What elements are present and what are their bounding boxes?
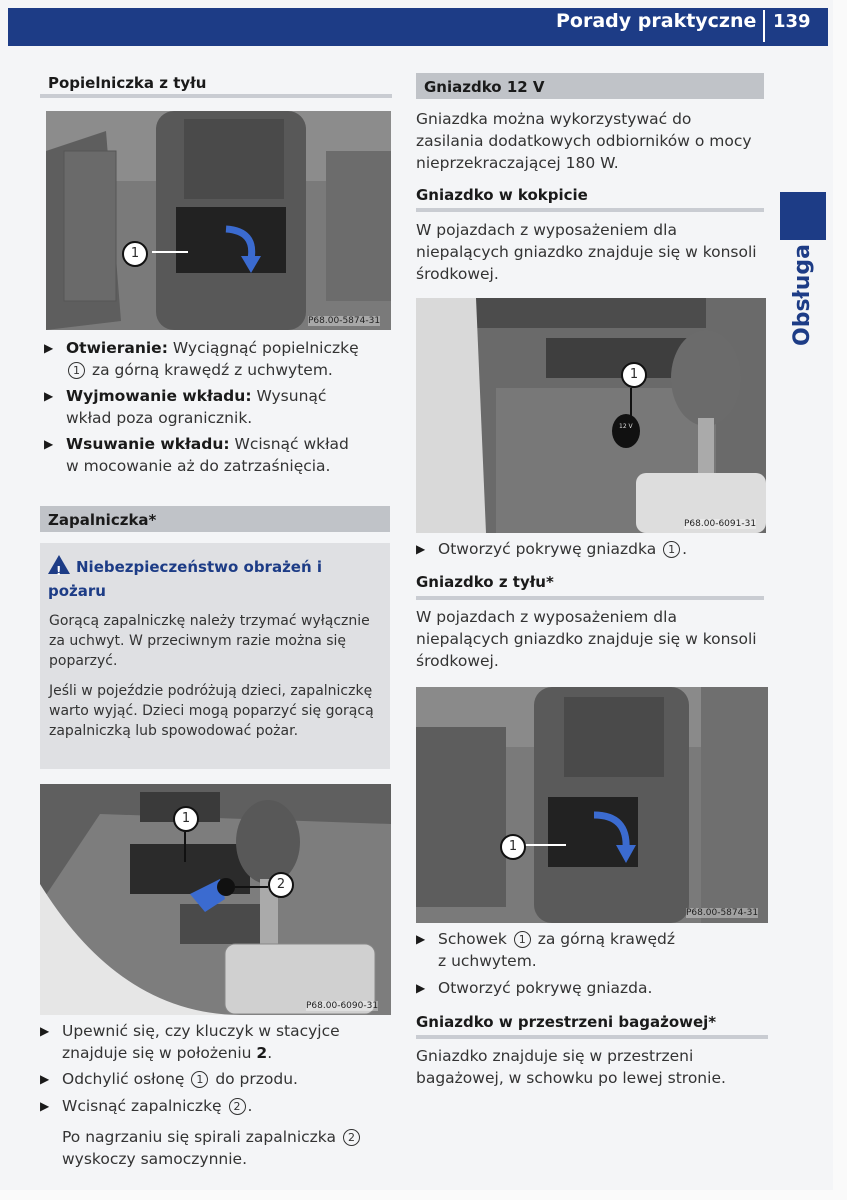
heading-rule — [416, 208, 764, 212]
step-text: Otworzyć pokrywę gniazdka — [438, 540, 657, 558]
photo-code: P68.00-5874-31 — [686, 908, 759, 918]
rear-text: W pojazdach z wyposażeniem dla niepalących gniazdko znajduje się w konsoli środkowej. — [416, 608, 757, 670]
list-item — [44, 385, 394, 429]
step-text: do przodu. — [215, 1070, 298, 1088]
cockpit-text: W pojazdach z wyposażeniem dla niepalących gniazdko znajduje się w konsoli środkowej. — [416, 221, 757, 283]
trunk-heading: Gniazdko w przestrzeni bagażowej* — [416, 1013, 717, 1031]
heading-rule — [416, 1035, 768, 1039]
bullet-icon: ▶ — [44, 437, 54, 451]
item-label: Wsuwanie wkładu: — [66, 435, 230, 453]
ashtray-photo — [46, 111, 391, 330]
lighter-photo — [40, 784, 391, 1015]
lighter-heading: Zapalniczka* — [40, 506, 390, 532]
period: . — [682, 540, 688, 558]
bullet-icon: ▶ — [44, 389, 54, 403]
note-line: Po nagrzaniu się spirali zapalniczka — [62, 1128, 336, 1146]
note-line: wyskoczy samoczynnie. — [62, 1150, 247, 1168]
rear-heading: Gniazdko z tyłu* — [416, 573, 554, 591]
page-number: 139 — [773, 11, 811, 32]
cockpit-heading: Gniazdko w kokpicie — [416, 186, 588, 204]
bullet-icon: ▶ — [40, 1072, 50, 1086]
list-item — [40, 1068, 395, 1090]
step-value: 2 — [256, 1044, 268, 1062]
item-text: Wyciągnąć popielniczkę — [172, 339, 359, 357]
step-text: Odchylić osłonę — [62, 1070, 185, 1088]
bullet-icon: ▶ — [40, 1024, 50, 1038]
step-text: Otworzyć pokrywę gniazda. — [438, 979, 653, 997]
bullet-icon: ▶ — [40, 1099, 50, 1113]
ref-marker: 2 — [229, 1098, 246, 1115]
side-tab — [778, 244, 826, 358]
heading-rule — [40, 94, 392, 98]
step-text: za górną krawędź — [537, 930, 676, 948]
warning-text: Jeśli w pojeździe podróżują dzieci, zapalniczkę warto wyjąć. Dzieci mogą poparzyć się gorącą zapalniczką lub spowodować pożar. — [49, 683, 374, 739]
bullet-icon: ▶ — [416, 542, 426, 556]
cockpit-photo — [416, 298, 766, 533]
heading-rule — [416, 596, 764, 600]
callout-badge: 1 — [122, 241, 148, 267]
photo-code: P68.00-6090-31 — [306, 1001, 379, 1011]
warning-icon: ! — [48, 555, 70, 574]
ashtray-heading: Popielniczka z tyłu — [48, 74, 207, 92]
ref-marker: 2 — [343, 1129, 360, 1146]
photo-code: P68.00-6091-31 — [684, 519, 757, 529]
bullet-icon: ▶ — [44, 341, 54, 355]
ref-marker: 1 — [514, 931, 531, 948]
ref-marker: 1 — [191, 1071, 208, 1088]
bullet-icon: ▶ — [416, 981, 426, 995]
period: . — [267, 1044, 273, 1062]
step-text: . — [247, 1097, 253, 1115]
list-item — [40, 1095, 395, 1117]
socket-text: Gniazdka można wykorzystywać do zasilania dodatkowych odbiorników o mocy nieprzekraczającej 180 W. — [416, 110, 752, 172]
item-text: za górną krawędź z uchwytem. — [91, 361, 333, 379]
list-item — [44, 337, 394, 381]
item-text: wkład poza ogranicznik. — [66, 409, 253, 427]
side-tab-marker — [780, 192, 826, 240]
socket-heading: Gniazdko 12 V — [416, 73, 764, 99]
socket-label: 12 V — [619, 423, 633, 430]
warning-box — [40, 543, 390, 769]
warning-title: ! Niebezpieczeństwo obrażeń i pożaru — [48, 555, 378, 603]
item-text: Wcisnąć wkład — [234, 435, 349, 453]
side-tab-label: Obsługa — [790, 244, 815, 346]
rear-photo — [416, 687, 768, 923]
step-text: Schowek — [438, 930, 507, 948]
step-text: z uchwytem. — [438, 952, 537, 970]
item-text: w mocowanie aż do zatrzaśnięcia. — [66, 457, 331, 475]
warning-text: Gorącą zapalniczkę należy trzymać wyłącznie za uchwyt. W przeciwnym razie można się poparzyć. — [49, 613, 370, 669]
bullet-icon: ▶ — [416, 932, 426, 946]
callout-badge: 2 — [268, 872, 294, 898]
photo-code: P68.00-5874-31 — [308, 316, 381, 326]
callout-badge: 1 — [173, 806, 199, 832]
item-text: Wysunąć — [256, 387, 327, 405]
item-label: Wyjmowanie wkładu: — [66, 387, 252, 405]
step-text: znajduje się w położeniu — [62, 1044, 252, 1062]
header-divider — [763, 10, 765, 42]
ref-marker: 1 — [663, 541, 680, 558]
list-item — [416, 538, 764, 560]
step-text: Wcisnąć zapalniczkę — [62, 1097, 222, 1115]
list-item — [44, 433, 394, 477]
note-text — [62, 1126, 397, 1170]
item-label: Otwieranie: — [66, 339, 168, 357]
trunk-text: Gniazdko znajduje się w przestrzeni bagażowej, w schowku po lewej stronie. — [416, 1047, 726, 1087]
list-item — [40, 1020, 395, 1064]
list-item — [416, 928, 764, 972]
ref-marker: 1 — [68, 362, 85, 379]
section-title: Porady praktyczne — [556, 10, 757, 32]
list-item — [416, 977, 764, 999]
callout-badge: 1 — [621, 362, 647, 388]
callout-badge: 1 — [500, 834, 526, 860]
step-text: Upewnić się, czy kluczyk w stacyjce — [62, 1022, 340, 1040]
